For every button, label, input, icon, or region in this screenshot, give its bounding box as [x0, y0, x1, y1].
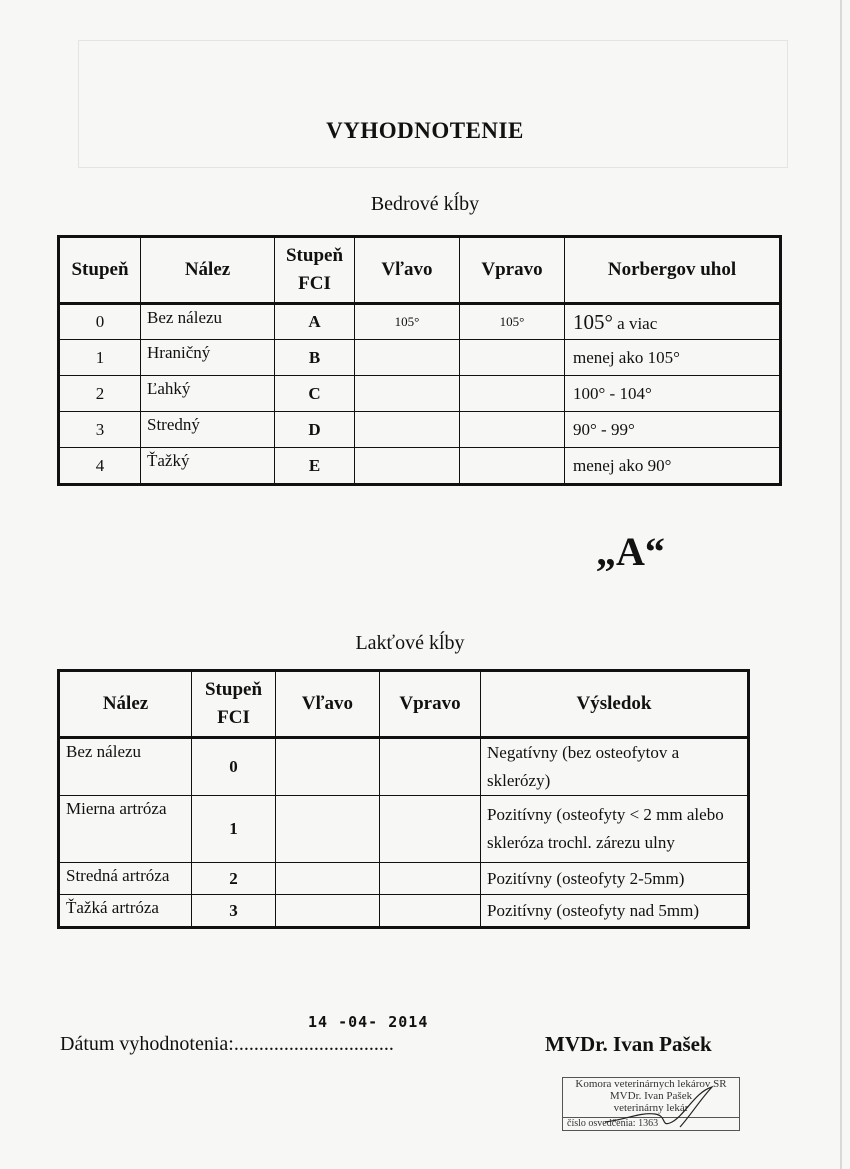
hip-cell-norberg: [565, 304, 781, 340]
elbow-header-nalez: Nález: [59, 671, 192, 738]
hip-cell-nalez: Hraničný: [141, 340, 275, 376]
hip-header-vpravo: Vpravo: [460, 237, 565, 304]
elbow-cell-fci: 0: [192, 738, 276, 796]
grade-mark: „A“: [596, 529, 665, 574]
hip-cell-vpravo: [460, 376, 565, 412]
elbow-cell-nalez: Stredná artróza: [59, 863, 192, 895]
elbow-row: [59, 738, 749, 796]
stamp-cert-number: 1363: [638, 1118, 659, 1129]
elbow-cell-nalez: Ťažká artróza: [59, 895, 192, 928]
hip-table: [57, 235, 782, 486]
elbow-cell-nalez: Bez nálezu: [59, 738, 192, 796]
elbow-cell-vlavo: [276, 796, 380, 863]
elbow-header-fci-line2: FCI: [217, 707, 250, 728]
elbow-cell-vpravo: [380, 863, 481, 895]
hip-cell-norberg: 90° - 99°: [565, 412, 781, 448]
elbow-caption: Lakťové kĺby: [355, 632, 465, 654]
hip-header-vlavo: Vľavo: [355, 237, 460, 304]
hip-header-fci-line1: Stupeň: [285, 245, 344, 266]
hip-cell-nalez: Bez nálezu: [141, 304, 275, 340]
hip-cell-norberg: 100° - 104°: [565, 376, 781, 412]
elbow-header-vpravo: Vpravo: [380, 671, 481, 738]
hip-row: [59, 304, 781, 340]
hip-cell-vlavo: [355, 412, 460, 448]
hip-header-stupen: Stupeň: [59, 237, 141, 304]
hip-cell-vpravo: [460, 448, 565, 485]
elbow-cell-vysledok: Pozitívny (osteofyty < 2 mm alebo skleróza trochl. zárezu ulny: [481, 796, 749, 863]
hip-header-fci: [275, 237, 355, 304]
stamp-line1: Komora veterinárnych lekárov SR: [575, 1078, 727, 1090]
hip-row: [59, 376, 781, 412]
hip-cell-stupen: 1: [59, 340, 141, 376]
elbow-cell-vlavo: [276, 738, 380, 796]
hip-cell-vlavo: [355, 448, 460, 485]
hip-cell-fci: D: [275, 412, 355, 448]
elbow-cell-vysledok: Pozitívny (osteofyty 2-5mm): [481, 863, 749, 895]
hip-cell-stupen: 3: [59, 412, 141, 448]
hip-norberg-suffix: a viac: [612, 313, 658, 333]
elbow-table: [57, 669, 750, 929]
date-label: Dátum vyhodnotenia:................................: [60, 1033, 394, 1055]
elbow-cell-vlavo: [276, 895, 380, 928]
elbow-cell-vpravo: [380, 738, 481, 796]
elbow-cell-vysledok: Pozitívny (osteofyty nad 5mm): [481, 895, 749, 928]
stamp-line2: MVDr. Ivan Pašek: [609, 1090, 693, 1102]
hip-cell-vlavo: 105°: [355, 304, 460, 340]
handwritten-signature: [600, 1082, 720, 1132]
elbow-cell-nalez: Mierna artróza: [59, 796, 192, 863]
elbow-row: [59, 796, 749, 863]
elbow-header-vysledok: Výsledok: [481, 671, 749, 738]
hip-cell-norberg: menej ako 105°: [565, 340, 781, 376]
elbow-header-vlavo: Vľavo: [276, 671, 380, 738]
hip-cell-fci: A: [275, 304, 355, 340]
signer-name: MVDr. Ivan Pašek: [545, 1032, 712, 1056]
hip-norberg-value: 105°: [573, 309, 613, 334]
hip-cell-vlavo: [355, 376, 460, 412]
hip-row: [59, 340, 781, 376]
bleed-through-letterhead: [78, 40, 788, 168]
elbow-cell-vpravo: [380, 796, 481, 863]
elbow-cell-vlavo: [276, 863, 380, 895]
hip-cell-vpravo: 105°: [460, 304, 565, 340]
hip-row: [59, 448, 781, 485]
stamp-cert-label: číslo osvedčenia:: [567, 1118, 636, 1129]
hip-cell-vpravo: [460, 412, 565, 448]
hip-header-fci-line2: FCI: [298, 273, 331, 294]
hip-cell-fci: E: [275, 448, 355, 485]
hip-caption: Bedrové kĺby: [370, 193, 480, 215]
hip-cell-stupen: 0: [59, 304, 141, 340]
hip-cell-nalez: Stredný: [141, 412, 275, 448]
page-title: VYHODNOTENIE: [326, 118, 524, 143]
elbow-cell-fci: 1: [192, 796, 276, 863]
hip-cell-fci: C: [275, 376, 355, 412]
hip-cell-vlavo: [355, 340, 460, 376]
hip-header-nalez: Nález: [141, 237, 275, 304]
hip-cell-stupen: 4: [59, 448, 141, 485]
hip-cell-nalez: Ľahký: [141, 376, 275, 412]
elbow-cell-fci: 2: [192, 863, 276, 895]
elbow-cell-vpravo: [380, 895, 481, 928]
hip-row: [59, 412, 781, 448]
elbow-cell-fci: 3: [192, 895, 276, 928]
elbow-row: [59, 863, 749, 895]
hip-header-norberg: Norbergov uhol: [565, 237, 781, 304]
page-edge: [840, 0, 842, 1169]
hip-cell-fci: B: [275, 340, 355, 376]
stamp-line3: veterinárny lekár: [613, 1102, 689, 1114]
elbow-header-fci-line1: Stupeň: [204, 679, 263, 700]
elbow-header-fci: [192, 671, 276, 738]
hip-cell-norberg: menej ako 90°: [565, 448, 781, 485]
hip-cell-nalez: Ťažký: [141, 448, 275, 485]
elbow-row: [59, 895, 749, 928]
hip-cell-stupen: 2: [59, 376, 141, 412]
hip-cell-vpravo: [460, 340, 565, 376]
elbow-cell-vysledok: Negatívny (bez osteofytov a sklerózy): [481, 738, 749, 796]
date-stamp: 14 -04- 2014: [308, 1013, 429, 1031]
